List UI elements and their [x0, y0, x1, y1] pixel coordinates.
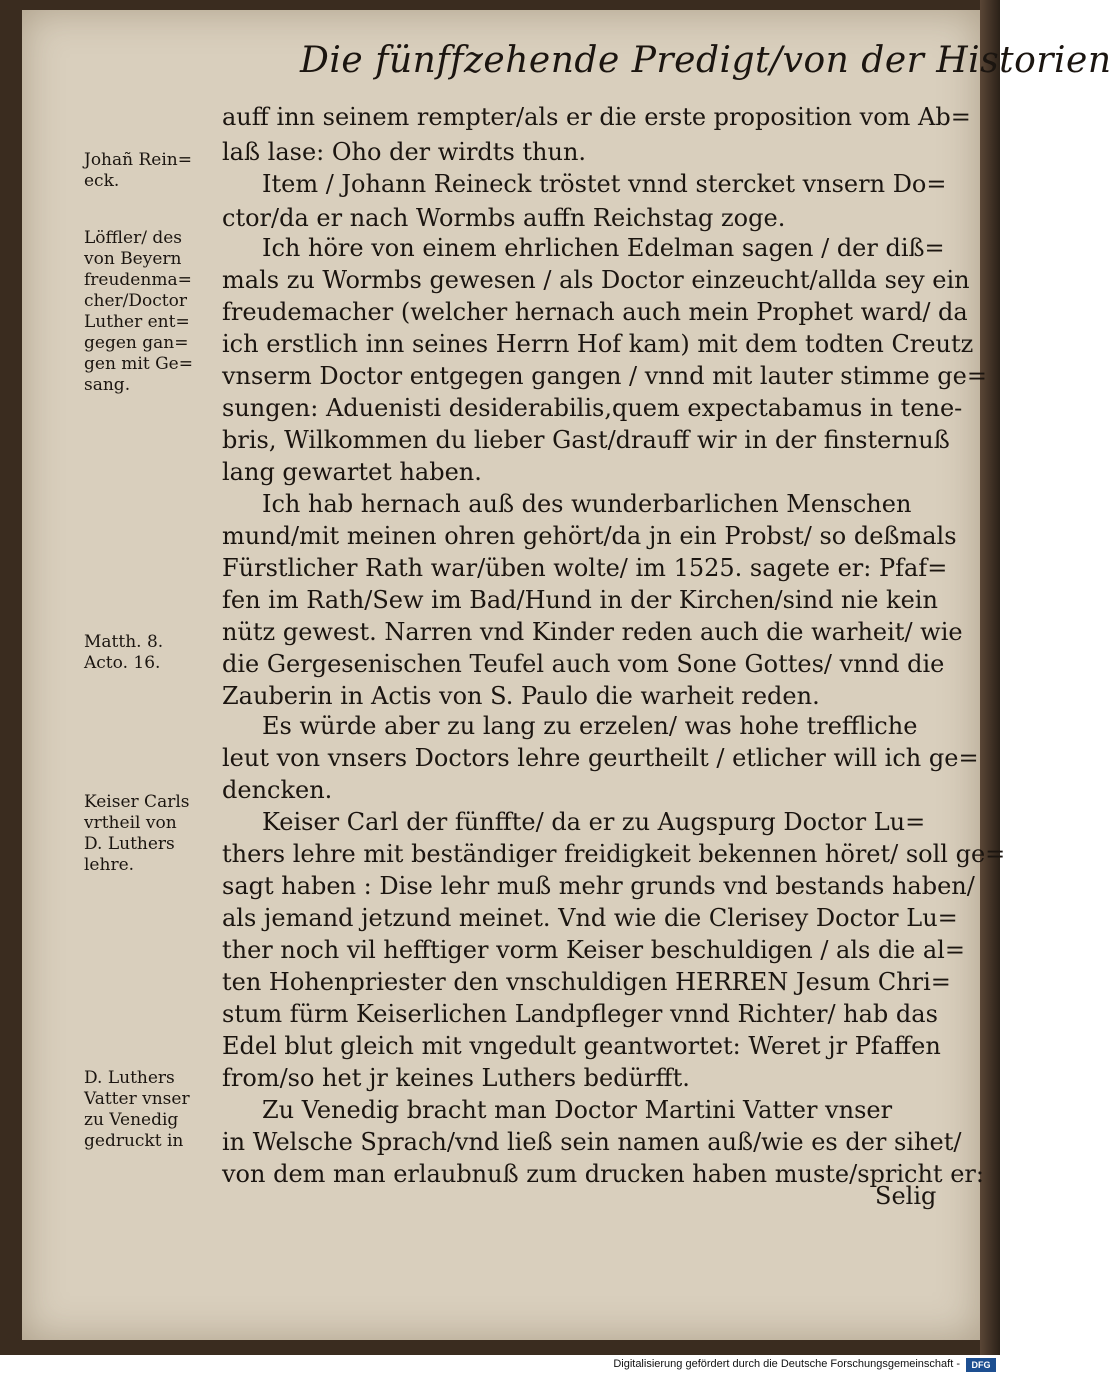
- margin-note: [84, 228, 224, 396]
- text-line: ten Hohenpriester den vnschuldigen HERREN Jesum Chri=: [222, 968, 951, 996]
- text-line: Item / Johann Reineck tröstet vnnd stercket vnsern Do=: [262, 170, 947, 198]
- margin-note-line: cher/Doctor: [84, 291, 187, 311]
- text-line: freudemacher (welcher hernach auch mein Prophet ward/ da: [222, 298, 968, 326]
- margin-note-line: D. Luthers: [84, 1068, 175, 1088]
- text-line: laß lase: Oho der wirdts thun.: [222, 138, 587, 166]
- text-line: in Welsche Sprach/vnd ließ sein namen auß/wie es der sihet/: [222, 1128, 962, 1156]
- text-line: bris, Wilkommen du lieber Gast/drauff wir in der finsternuß: [222, 426, 950, 454]
- margin-note-line: von Beyern: [84, 249, 182, 269]
- text-line: fen im Rath/Sew im Bad/Hund in der Kirchen/sind nie kein: [222, 586, 938, 614]
- margin-note-line: gedruckt in: [84, 1131, 184, 1151]
- text-line: auff inn seinem rempter/als er die erste proposition vom Ab=: [222, 103, 971, 131]
- catchword: Selig: [875, 1182, 937, 1210]
- margin-note: [84, 792, 224, 876]
- margin-note-line: Luther ent=: [84, 312, 190, 332]
- margin-note-line: D. Luthers: [84, 834, 175, 854]
- margin-note-line: lehre.: [84, 855, 135, 875]
- text-line: Edel blut gleich mit vngedult geantwortet: Weret jr Pfaffen: [222, 1032, 941, 1060]
- text-line: ther noch vil hefftiger vorm Keiser beschuldigen / als die al=: [222, 936, 965, 964]
- margin-note: [84, 1068, 224, 1152]
- text-line: lang gewartet haben.: [222, 458, 482, 486]
- text-line: Fürstlicher Rath war/üben wolte/ im 1525. sagete er: Pfaf=: [222, 554, 948, 582]
- margin-note: [84, 632, 224, 674]
- text-line: die Gergesenischen Teufel auch vom Sone Gottes/ vnnd die: [222, 650, 945, 678]
- text-line: thers lehre mit beständiger freidigkeit bekennen höret/ soll ge=: [222, 840, 1006, 868]
- margin-note-line: freudenma=: [84, 270, 192, 290]
- text-line: von dem man erlaubnuß zum drucken haben muste/spricht er:: [222, 1160, 984, 1188]
- text-line: ich erstlich inn seines Herrn Hof kam) mit dem todten Creutz: [222, 330, 974, 358]
- margin-note-line: gegen gan=: [84, 333, 189, 353]
- book-edge: [980, 0, 1000, 1355]
- running-header: Die fünffzehende Predigt/von der Historien: [300, 40, 1112, 81]
- footer-text: Digitalisierung gefördert durch die Deutsche Forschungsgemeinschaft -: [613, 1358, 960, 1370]
- text-line: from/so het jr keines Luthers bedürfft.: [222, 1064, 690, 1092]
- margin-note-line: Löffler/ des: [84, 228, 183, 248]
- text-line: mals zu Wormbs gewesen / als Doctor einzeucht/allda sey ein: [222, 266, 970, 294]
- margin-note-line: Johañ Rein=: [84, 150, 192, 170]
- text-line: stum fürm Keiserlichen Landpfleger vnnd Richter/ hab das: [222, 1000, 938, 1028]
- text-line: Zu Venedig bracht man Doctor Martini Vatter vnser: [262, 1096, 893, 1124]
- text-line: ctor/da er nach Wormbs auffn Reichstag zoge.: [222, 204, 786, 232]
- margin-note-line: Matth. 8.: [84, 632, 164, 652]
- text-line: Ich höre von einem ehrlichen Edelman sagen / der diß=: [262, 234, 945, 262]
- text-line: als jemand jetzund meinet. Vnd wie die Clerisey Doctor Lu=: [222, 904, 958, 932]
- text-line: Zauberin in Actis von S. Paulo die warheit reden.: [222, 682, 820, 710]
- text-line: vnserm Doctor entgegen gangen / vnnd mit lauter stimme ge=: [222, 362, 987, 390]
- text-line: mund/mit meinen ohren gehört/da jn ein Probst/ so deßmals: [222, 522, 957, 550]
- margin-note-line: vrtheil von: [84, 813, 177, 833]
- text-line: Keiser Carl der fünffte/ da er zu Augspurg Doctor Lu=: [262, 808, 926, 836]
- text-line: Ich hab hernach auß des wunderbarlichen Menschen: [262, 490, 912, 518]
- margin-note-line: Acto. 16.: [84, 653, 161, 673]
- margin-note: [84, 150, 224, 192]
- margin-note-line: Vatter vnser: [84, 1089, 190, 1109]
- margin-note-line: zu Venedig: [84, 1110, 179, 1130]
- text-line: nütz gewest. Narren vnd Kinder reden auch die warheit/ wie: [222, 618, 963, 646]
- margin-note-line: eck.: [84, 171, 120, 191]
- margin-note-line: sang.: [84, 375, 131, 395]
- dfg-logo: DFG: [966, 1358, 996, 1372]
- text-line: Es würde aber zu lang zu erzelen/ was hohe treffliche: [262, 712, 918, 740]
- margin-note-line: Keiser Carls: [84, 792, 190, 812]
- margin-note-line: gen mit Ge=: [84, 354, 193, 374]
- text-line: dencken.: [222, 776, 333, 804]
- text-line: sagt haben : Dise lehr muß mehr grunds vnd bestands haben/: [222, 872, 975, 900]
- footer-bar: [0, 1355, 1000, 1376]
- text-line: leut von vnsers Doctors lehre geurtheilt / etlicher will ich ge=: [222, 744, 979, 772]
- text-line: sungen: Aduenisti desiderabilis,quem expectabamus in tene-: [222, 394, 963, 422]
